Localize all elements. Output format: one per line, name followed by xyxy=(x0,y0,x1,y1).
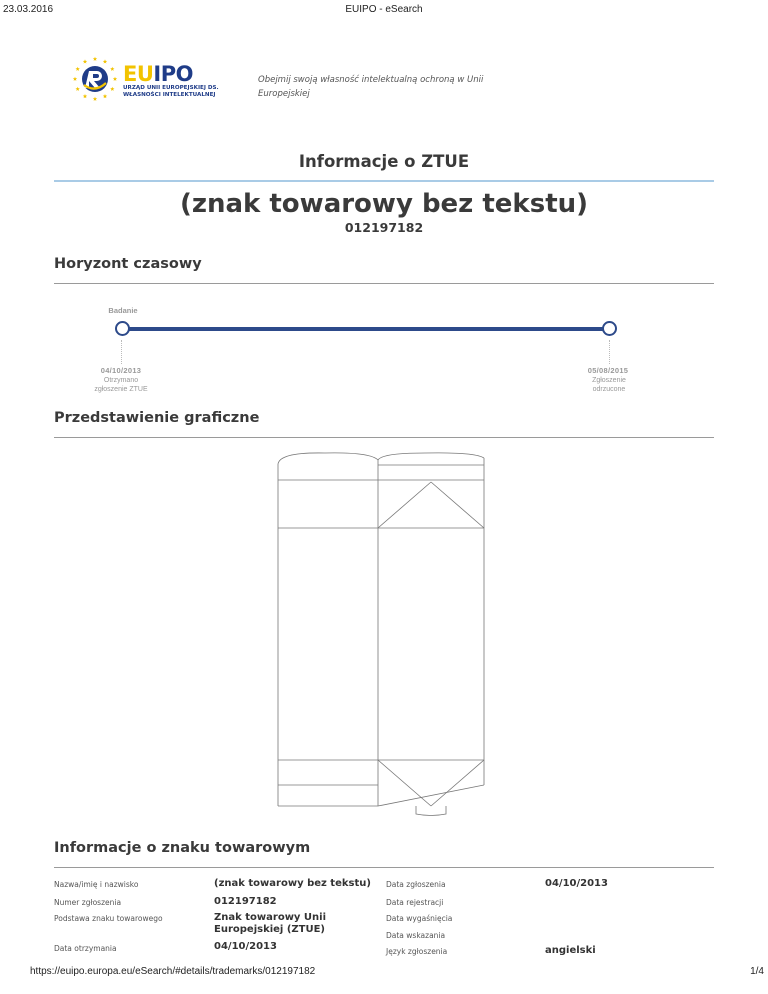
logo-star-icon xyxy=(83,59,87,63)
timeline-bar xyxy=(122,327,610,331)
timeline-stage-label: Badanie xyxy=(108,306,138,315)
print-page-number: 1/4 xyxy=(750,966,764,977)
timeline-start-line2: zgłoszenie ZTUE xyxy=(94,386,148,393)
timeline-rule xyxy=(54,283,714,284)
timeline-heading: Horyzont czasowy xyxy=(54,256,202,272)
timeline-start-date: 04/10/2013 xyxy=(100,366,142,375)
euipo-logo[interactable] xyxy=(68,54,248,104)
trademark-info-rule xyxy=(54,867,714,868)
label-trademark-basis: Podstawa znaku towarowego xyxy=(54,914,163,923)
heading-rule xyxy=(54,180,714,182)
timeline-end-desc xyxy=(570,376,648,394)
label-filing-date: Data zgłoszenia xyxy=(386,880,446,889)
timeline-end-date: 05/08/2015 xyxy=(587,366,629,375)
graphic-heading: Przedstawienie graficzne xyxy=(54,410,260,426)
label-expiry-date: Data wygaśnięcia xyxy=(386,914,453,923)
print-date: 23.03.2016 xyxy=(3,4,54,15)
logo-star-icon xyxy=(93,57,97,61)
value-trademark-basis: Znak towarowy Unii Europejskiej (ZTUE) xyxy=(214,912,327,935)
timeline-start-node[interactable] xyxy=(115,321,130,336)
logo-star-icon xyxy=(93,97,97,101)
timeline-end-node[interactable] xyxy=(602,321,617,336)
label-receipt-date: Data otrzymania xyxy=(54,944,117,953)
print-page-title: EUIPO - eSearch xyxy=(345,4,423,15)
logo-star-icon xyxy=(110,87,114,91)
label-designation-date: Data wskazania xyxy=(386,931,446,940)
logo-star-icon xyxy=(83,94,87,98)
timeline-start-desc xyxy=(82,376,160,394)
logo-star-icon xyxy=(110,67,114,71)
label-application-number: Numer zgłoszenia xyxy=(54,898,122,907)
value-application-number: 012197182 xyxy=(214,896,277,907)
logo-star-icon xyxy=(103,94,107,98)
timeline-start-line1: Otrzymano xyxy=(103,377,139,384)
print-url[interactable]: https://euipo.europa.eu/eSearch/#details/trademarks/012197182 xyxy=(30,966,316,977)
timeline-end-line2: odrzucone xyxy=(592,386,626,393)
timeline-end-tick xyxy=(609,340,610,364)
label-name: Nazwa/imię i nazwisko xyxy=(54,880,139,889)
value-filing-language: angielski xyxy=(545,945,596,956)
slogan: Obejmij swoją własność intelektualną ochroną w Unii Europejskiej xyxy=(258,75,484,99)
logo-line-1: URZĄD UNII EUROPEJSKIEJ DS. xyxy=(123,85,219,91)
label-filing-language: Język zgłoszenia xyxy=(386,947,448,956)
logo-star-icon xyxy=(113,77,117,81)
logo-ipo: IPO xyxy=(153,62,193,86)
trademark-info-heading: Informacje o znaku towarowym xyxy=(54,840,311,856)
logo-star-icon xyxy=(103,59,107,63)
logo-line-2: WŁASNOŚCI INTELEKTUALNEJ xyxy=(123,92,216,98)
logo-star-icon xyxy=(73,77,77,81)
timeline-end-line1: Zgłoszenie xyxy=(592,377,626,384)
application-number-title: 012197182 xyxy=(344,220,424,235)
value-receipt-date: 04/10/2013 xyxy=(214,941,277,952)
graphic-rule xyxy=(54,437,714,438)
logo-eu: EU xyxy=(123,62,154,86)
logo-star-icon xyxy=(75,87,79,91)
logo-star-icon xyxy=(75,67,79,71)
timeline-start-tick xyxy=(121,340,122,364)
page-heading: Informacje o ZTUE xyxy=(298,152,470,171)
mark-name-title: (znak towarowy bez tekstu) xyxy=(179,189,589,219)
label-registration-date: Data rejestracji xyxy=(386,898,444,907)
value-name: (znak towarowy bez tekstu) xyxy=(214,878,371,889)
trademark-image xyxy=(270,448,500,820)
euipo-emblem-icon xyxy=(68,54,122,104)
value-filing-date: 04/10/2013 xyxy=(545,878,608,889)
